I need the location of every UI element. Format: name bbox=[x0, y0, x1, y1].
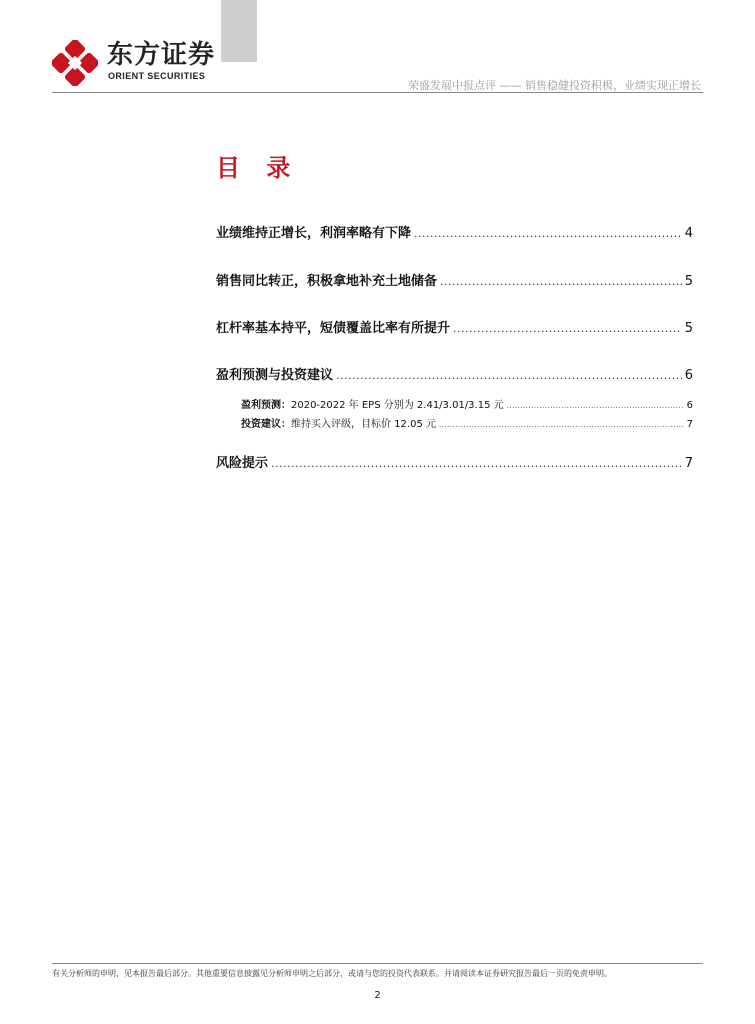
toc-entry-page: 4 bbox=[684, 226, 693, 241]
toc-subentry-prefix: 投资建议： bbox=[241, 419, 291, 430]
toc-entry-label: 杠杆率基本持平，短债覆盖比率有所提升 bbox=[216, 321, 451, 336]
toc-entry-4[interactable] bbox=[216, 364, 693, 383]
orient-securities-logo-icon bbox=[52, 40, 98, 86]
page-number: 2 bbox=[374, 990, 381, 1001]
toc-subentry-label bbox=[241, 415, 436, 430]
toc-entry-page: 7 bbox=[684, 456, 693, 471]
company-logo bbox=[52, 40, 216, 84]
toc-entry-page: 6 bbox=[686, 400, 693, 411]
header-divider bbox=[52, 92, 703, 93]
toc-entry-2[interactable] bbox=[216, 270, 693, 289]
toc-subentry-text: 2020-2022 年 EPS 分别为 2.41/3.01/3.15 元 bbox=[291, 400, 504, 411]
report-running-title: 荣盛发展中报点评 —— 销售稳健投资积极，业绩实现正增长 bbox=[408, 79, 701, 92]
toc-entry-page: 7 bbox=[686, 419, 693, 430]
toc-dot-leader bbox=[507, 402, 684, 410]
footer-divider bbox=[52, 963, 703, 964]
toc-dot-leader bbox=[336, 369, 682, 382]
toc-dot-leader bbox=[271, 457, 682, 470]
toc-entry-page: 6 bbox=[684, 368, 693, 383]
toc-entry-5[interactable] bbox=[216, 452, 693, 471]
toc-dot-leader bbox=[453, 322, 682, 335]
toc-dot-leader bbox=[439, 421, 684, 429]
toc-entry-label: 盈利预测与投资建议 bbox=[216, 368, 334, 383]
toc-dot-leader bbox=[414, 227, 682, 240]
toc-subentry-text: 维持买入评级，目标价 12.05 元 bbox=[291, 419, 436, 430]
footer-disclaimer: 有关分析师的申明，见本报告最后部分。其他重要信息披露见分析师申明之后部分，或请与您的投资代表联系。并请阅读本证券研究报告最后一页的免责申明。 bbox=[52, 969, 612, 978]
toc-entry-label: 业绩维持正增长，利润率略有下降 bbox=[216, 226, 412, 241]
logo-chinese-name: 东方证券 bbox=[107, 40, 216, 70]
toc-entry-1[interactable] bbox=[216, 222, 693, 241]
toc-entry-3[interactable] bbox=[216, 317, 693, 336]
toc-entry-label: 风险提示 bbox=[216, 456, 269, 471]
header-gray-tab bbox=[221, 0, 257, 62]
toc-subentry-1[interactable] bbox=[241, 396, 693, 411]
toc-dot-leader bbox=[440, 275, 682, 288]
toc-subentry-label bbox=[241, 396, 504, 411]
toc-subentry-prefix: 盈利预测： bbox=[241, 400, 291, 411]
toc-subentry-2[interactable] bbox=[241, 415, 693, 430]
toc-entry-page: 5 bbox=[684, 321, 693, 336]
toc-heading: 目 录 bbox=[216, 154, 300, 182]
toc-entry-label: 销售同比转正，积极拿地补充土地储备 bbox=[216, 274, 438, 289]
logo-english-name: ORIENT SECURITIES bbox=[108, 71, 206, 81]
toc-entry-page: 5 bbox=[684, 274, 693, 289]
